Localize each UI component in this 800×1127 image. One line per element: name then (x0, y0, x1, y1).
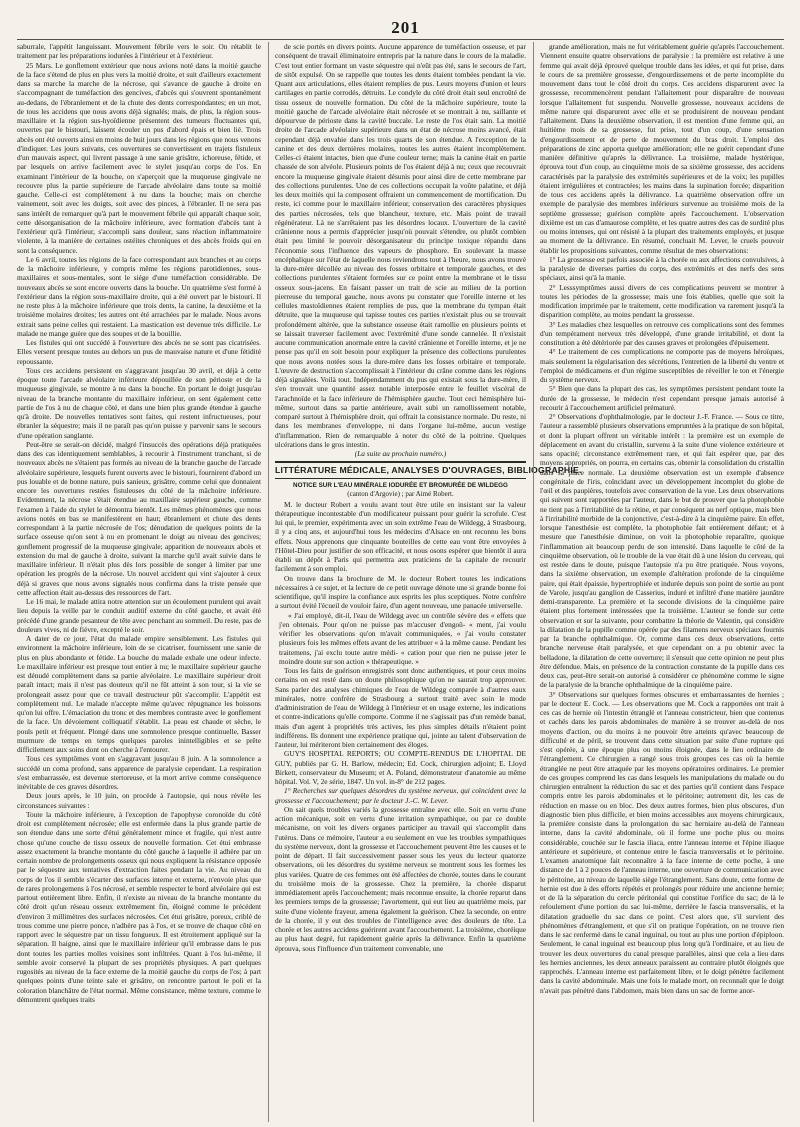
paragraph: GUY'S HOSPITAL REPORTS; OU COMPTE-RENDUS DE L'HOPITAL DE GUY, publiés par G. H. Barlow, médecin; Ed. Cock, chirurgien adjoint; E. Lloyd Birkett, conservateur du Museum; et A. Poland, démonstrateur d'anatomie au même hôpital. Vol. V, 2e série, 1847. Un vol. in-8° de 212 pages. (275, 749, 526, 786)
paragraph: de scie portés en divers points. Aucune apparence de tuméfaction osseuse, et par conséquent de travail éliminatoire entrepris par la nature dans le cours de la maladie. C'est tout entier formant un vaste séquestre qui n'eût pas été, sans le secours de l'art, de sitôt expulsé. On se rappelle que toutes les dents étaient tombées pendant la vie. Quant aux articulations, elles étaient remplies de pus. Leurs moyens d'union et leurs cartilages en partie corrodés, détruits. Le condyle du côté droit était seul encroûté de tissu osseux de nouvelle formation. Du côté de la mâchoire supérieure, toute la moitié gauche de l'arcade alvéolaire était nécrosée et se montrait à nu, saillante et dépourvue de périoste dans la cavité buccale. Le reste de l'os était sain. La moitié droite de l'arcade alvéolaire supérieure dans un état de nécrose moins avancé, était cependant déjà envahie dans les trois quarts de son étendue. A l'exception de la canine et des deux dernières molaires, toutes les autres étaient incomplètement. Celles-ci étaient intactes, bien que d'une couleur terne; mais la canine était en partie chassée de son alvéole. Plusieurs points de l'os étaient déjà à nu; ceux que recouvrait encore la muqueuse gingivale étaient désunis pour ainsi dire de cette membrane par des collections purulentes. Une de ces collections occupait la voûte palatine, et déjà les deux moitiés qui la composent offraient un commencement de mortification. Du reste, ici comme pour le maxillaire inférieur, conservation des caractères physiques des parties nécrosées, tels que blancheur, texture, etc. Mais point de travail régénérateur. Là ne s'arrêtaient pas les désordres locaux. L'ouverture de la cavité crânienne nous a permis d'apprécier jusqu'où pouvait s'étendre, ou plutôt combien était peu limité le pouvoir désorganisateur du principe toxique répandu dans l'économie sous l'influence des vapeurs de phosphore. En soulevant la masse encéphalique sur l'état de laquelle nous reviendrons tout à l'heure, nous avons trouvé la dure-mère décollée au niveau des fosses orbitaire et temporale gauches, et des collections purulentes s'étaient formées sur ce point entre la membrane et le tissu osseux sous-jacens. En faisant passer un trait de scie au milieu de la portion pierreuse du temporal gauche, nous avons pu constater que l'oreille interne et les cellules mastoïdiennes étaient remplies de pus, que la membrane du tympan était détruite, que la muqueuse qui tapisse toutes ces parties n'existait plus ou se trouvait profondément altérée, que la substance osseuse était ramollie en plusieurs points et se laissait traverser facilement avec l'extrémité d'une sonde cannelée. Il n'existait aucune communication anormale entre la cavité crânienne et l'oreille interne, et je ne pense pas qu'il en soit besoin pour expliquer la présence des collections purulentes que nous avons notées sous la dure-mère dans les fosses orbitaire et temporale. L'œuvre de destruction s'accomplissait à l'intérieur du crâne comme dans les régions déjà signalées. Voilà tout. Indépendamment du pus qui existait sous la dure-mère, il s'en trouvait une quantité assez notable interposée entre le feuillet viscéral de l'arachnoïde et la face inférieure de l'hémisphère gauche. Tout ceci hémisphère lui-même, surtout dans sa partie antérieure, avait subi un ramollissement notable, comparé surtout à l'hémisphère droit, qui offrait la consistance normale. Du reste, ni dans les membranes d'enveloppe, ni dans l'organe lui-même, aucun vestige d'inflammation. Rien de remarquable à noter du côté de la poitrine. Quelques ulcérations dans le gros intestin. (275, 42, 526, 449)
paragraph: saburrale, l'appétit languissant. Mouvement fébrile vers le soir. On rétablit le traitement par les préparations iodurées à l'intérieur et à l'extérieur. (17, 42, 261, 61)
continued-note: (La suite au prochain numéro.) (354, 449, 447, 458)
paragraph: 25 Mars. Le gonflement extérieur que nous avions noté dans la moitié gauche de la face s'étend de plus en plus vers la moitié droite, et suit d'ailleurs exactement dans sa marche la marche de la nécrose, qui s'avance de gauche à droite en s'accompagnant de tuméfaction des gencives, d'abcès qui s'ouvrent spontanément au-dedans, de l'ébranlement et de la chute des dents correspondantes; en un mot, de tous les accidens que nous avons déjà signalés; mais, de plus, la région sous-maxillaire et la région sus-hyoïdienne présentent des tumeurs fluctuantes qui, ouvertes par le bistouri, laissent écouler un pus d'abord épais et bien lié. Trois abcès ont été ouverts ainsi en moins de huit jours dans les régions que nous venons d'indiquer. Les jours suivans, ces ouvertures se convertissent en trajets fistuleux d'un mauvais aspect, qui livrent passage à une sanie grisâtre, ichoreuse, fétide, et par lesquels on arrive facilement avec le stylet jusqu'au corps de l'os. En examinant l'intérieur de la bouche, on s'aperçoit que la muqueuse gingivale ne recouvre plus la partie supérieure de l'arcade alvéolaire dans toute sa moitié gauche. Celle-ci est complètement à nu dans la bouche; mais on cherche vainement, soit avec les doigts, soit avec des pinces, à l'ébranler. Il ne sera pas sans intérêt de remarquer qu'à part le mouvement fébrile qui apparaît chaque soir, cette désorganisation de la mâchoire inférieure, avec formation d'abcès tant à l'extérieur qu'à l'intérieur, s'accompli sans douleur, sans réaction inflammatoire violente, à la manière de certaines ostéites chroniques et des abcès froids qui en sont la conséquence. (17, 60, 261, 255)
paragraph: « J'ai employé, dit-il, l'eau de Wildegg avec un contrôle sévère des « effets que j'en obtenais. Pour qu'on ne puisse pas m'accuser d'engoû- « ment, j'ai voulu vérifier les observations qu'on m'avait communiquées, « j'ai voulu constater plusieurs fois les mêmes effets avant de les attribuer « à la même cause. Pendant les traitemens, j'ai exclu toute autre médi- « cation pour que rien ne puisse jeter le moindre doute sur son action « thérapeutique. » (279, 610, 526, 666)
paragraph: M. le docteur Robert a voulu avant tout être utile en insistant sur la valeur thérapeutique incontestable d'un modificateur puissant pour guérir la scrofule. C'est lui qui, le premier, expérimenta avec un soin extrême l'eau de Wildegg, à Strasbourg, il y a cinq ans, et aujourd'hui tous les médecins d'Alsace en ont reconnu les bons effets. Nous apprenons que cinquante bouteilles de cette eau vont être envoyées à l'Hôtel-Dieu pour justifier de son efficacité, et nous osons espérer que bientôt il aura établi un dépôt à Paris qui permettra aux praticiens de la capitale de recourir facilement à son emploi. (275, 499, 526, 574)
section-rule-bottom (275, 478, 526, 479)
paragraph: 3° Les maladies chez lesquelles on retrouve ces complications sont des femmes d'un tempérament nerveux très développé, d'une grande irritabilité, et dont la constitution a été détériorée par des causes graves et prolongées d'épuisement. (540, 319, 784, 347)
section-title: LITTÉRATURE MÉDICALE, ANALYSES D'OUVRAGES, BIBLIOGRAPHIE. (275, 465, 582, 476)
paragraph: Tous les faits de guérison enregistrés sont donc authentiques, et pour ceux moins certains on est resté dans un doute philosophique qu'on ne saurait trop approuver. Sans parler des analyses chimiques de l'eau de Wildegg comparée à d'autres eaux minérales, notre confrère de Strasbourg a surtout traité avec soin le mode d'administration de l'eau de Wildegg à l'intérieur et en usage externe, les indications et contre-indications qu'elle comporte. Comme il ne s'agissait pas d'un remède banal, mais d'un agent à propriétés très actives, les plus simples détails n'étaient point indifférens. Ils donnent une expérience pratique qui, jointe au talent d'observation de l'auteur, lui mériteront bien certainement des éloges. (275, 666, 526, 749)
paragraph: 5° Bien que dans la plupart des cas, les symptômes persistent pendant toute la durée de la grossesse, le médecin n'est cependant presque jamais autorisé à recourir à l'accouchement artificiel prématuré. (540, 384, 784, 412)
page-number: 201 (391, 18, 420, 37)
paragraph: grande amélioration, mais ne fut véritablement guérie qu'après l'accouchement. Viennent ensuite quatre observations de paralysie : la première est relative à une femme qui avait déjà éprouvé quelque trouble dans les idées, et qui fut prise, dans le cours de sa première grossesse, d'engourdissemens et de perte incomplète du mouvement dans tout le côté droit du corps. Ces accidens disparurent avec la grossesse, recommencèrent pendant l'allaitement pour disparaître de nouveau lorsque l'allaitement fut suspendu. Nouvelle grossesse, nouveaux accidens de même nature qui disparurent avec elle et se produisirent de nouveau pendant l'allaitement. Dans la deuxième observation, il est mention d'une femme qui, au huitième mois de sa grossesse, fut prise, tout d'un coup, d'une sensation d'engourdissement et de perte de mouvement du bras droit. L'emploi des préparations de zinc apporta quelque amélioration; elle ne guérit cependant d'une manière définitive qu'après la délivrance. La troisième, malade hystérique, éprouva tout d'un coup, au cinquième mois de sa sixième grossesse, des accidens caractérisés par la paralysie des extrémités supérieures et de la voix; les pupilles étaient irrégulières et contractées; les mains dans la supination forcée; disparition de tous ces accidens après la délivrance. La quatrième observation offre un exemple de paralysie des membres inférieurs survenue au troisième mois de la septième grossesse; guérison complète après l'accouchement. L'observation dixième est un cas d'amaurose complète, et les quatre autres des cas de surdité plus ou moins intenses, qui ont résisté à la plupart des traitements employés, et jusque au moment de la délivrance. En résumé, concluait M. Lever, le cruels pouvoir établir les propositions suivantes, comme résultat de mes observations: (540, 42, 784, 255)
column-3 (533, 42, 784, 1122)
column-2-reviews (275, 500, 526, 953)
section-rule-top (275, 461, 526, 463)
notice-title: NOTICE SUR L'EAU MINÉRALE IODURÉE ET BROMURÉE DE WILDEGG (293, 482, 508, 490)
paragraph: 2° Observations d'ophthalmologie, par le docteur J.-F. France. — Sous ce titre, l'auteur a rassemblé plusieurs observations empruntées à la pratique de son hôpital, et dont la plupart offrent un véritable intérêt : la première est un exemple de déplacement en avant du cristallin, survenu à la suite d'une violence extérieure et sans opacité; circonstance extrêmement rare, et qui fait espérer que, par des moyens appropriés, on pourra, en certains cas, obtenir la consolidation du cristallin dans sa place normale. La deuxième observation est un exemple d'absence congénitale de l'iris, coïncidant avec un développement incomplet du globe de l'œil et des paupières, toutefois avec conservation de la vue. Les deux observations qui suivent sont rapportées par l'auteur, dans le but de prouver que la photophobie ne tient pas à l'irritabilité de la rétine, et par conséquent au nerf optique, mais bien à l'irritabilité morbide de la conjonctive, c'est-à-dire à la cinquième paire. En effet, lorsque l'anesthésie est complète, la photophobie fait entièrement défaut; et à mesure que l'anesthésie diminue, on voit la photophobie reparaître, quoique l'inflammation ait beaucoup perdu de son intensité. Dans laquelle le côté de la cinquième observation, où le trouble de la vue était dû à une lésion du cerveau, qui est restée dans le doute, puisque l'autopsie n'a pu être pratiquée. Nous voyons, dans la sixième observation, un exemple d'altération profonde de la cinquième paire, qui était épaissie, hypertrophiée et indurée depuis son point de sortie au pont de Varole, jusqu'au ganglion de Casserius, induré et infiltré d'une matière jaunâtre demi-transparente. La première et la seconde divisions de la cinquième paire étaient plus fortement intéressées que la troisième. L'auteur se fonde sur cette observation et sur la suivante, pour combattre la théorie de Valentin, qui considère la dilatation de la pupille comme opérée par des filamens nerveux spéciaux fournis par la branche ophthalmique. Or, comme dans ces deux observations, cette branche nerveuse était paralysée, et que cependant on a pu obtenir avec la belladone, la dilatation de cette ouverture; il s'ensuit que cette opinion ne peut plus être défendue. Mais, en présence de la contraction constante de la pupille dans ces deux cas, peut-être serait-on autorisé à considérer ce phénomène comme le signe de la paralysie de la branche ophthalmique de la cinquième paire. (540, 412, 785, 690)
notice-subtitle: (canton d'Argovie) ; par Aimé Robert. (347, 490, 454, 499)
paragraph: A dater de ce jour, l'état du malade empire sensiblement. Les fistules qui environnent la mâchoire inférieure, loin de se cicatriser, fournissent une sanie de plus en plus abondante et fétide. La bouche du malade exhale une odeur infecte. Le maxillaire inférieur est presque tout entier à nu; le maxillaire supérieur gauche est dénudé complètement dans sa partie alvéolaire. Le maxillaire supérieur droit paraît intact; mais il n'est pas douteux qu'il ne fût atteint à son tour, si la vie se prolongeait assez pour que ce travail destructeur pût s'accomplir. L'appétit est complètement nul. Le malade n'accepte même qu'avec répugnance les boissons qu'on lui offre. L'émaciation du tronc et des membres contraste avec le gonflement de la face. Un dévoiement colliquatif s'établit. La peau est chaude et sèche, le pouls petit et fréquent. Plongé dans une somnolence presque continuelle, Basser murmure de temps en temps quelques paroles inintelligibles et se prête difficilement aux soins dont on cherche à l'entourer. (17, 634, 261, 754)
paragraph: Deux jours après, le 10 juin, on procède à l'autopsie, qui nous révèle les circonstances suivantes : (17, 791, 261, 810)
paragraph: 3° Observations sur quelques formes obscures et embarrassantes de hernies ; par le docteur E. Cock. — Les observations que M. Cock a rapportées ont trait à ces cas de hernie où l'intestin étranglé et l'anneau constricteur, bien que contenus et cachés dans les parois abdominales de manière à se trouver au-delà de nos moyens d'action, ou du moins à ne pouvoir être atteints qu'avec beaucoup de difficulté et de péril, se trouvent dans cette situation par suite d'une rupture qui s'est opérée, à une époque plus ou moins éloignée, dans le lieu ordinaire de l'étranglement. Ce chirurgien a rangé sous trois groupes ces cas où la hernie étranglée ne peut être attaquée par les moyens opératoires ordinaires. Le premier de ces groupes comprend les cas dans lesquels les manipulations du malade ou du chirurgien entraînent la réduction du sac et des parties qu'il contient dans l'espace compris entre les parois abdominales et le péritoine; autrement dit, les cas de réduction en masse ou en bloc. Des deux autres formes, bien plus obscures, d'un diagnostic bien plus difficile, et bien moins accessibles aux moyens chirurgicaux, la première consiste dans la prolongation du sac herniaire au-delà de l'anneau interne, dans la cavité abdominale, où il forme une poche plus ou moins considérable, couchée sur le fascia iliaca, entre l'anneau interne et l'épine iliaque antérieure et supérieure, et contenue entre le fascia transversalis et le péritoine. L'examen anatomique fait reconnaître à la face interne de cette poche, à une distance de 1 à 2 pouces de l'anneau interne, une ouverture de communication avec le péritoine, au niveau de laquelle siège l'étranglement. Sans doute, cette forme de hernie est due à des efforts répétés et prolongés pour réduire une ancienne hernie; et de là la séparation du cercle péritonéal qui constitue l'orifice du sac; de là le refoulement d'une portion du sac lui-même, derrière le fascia transversalis, et la dilatation graduelle du sac dans ce point. C'est alors que, s'il survient des phénomènes d'étranglement, et que s'il on pratique l'opération, on ne trouve rien dans le sac renfermé dans le canal inguinal, ou tout au plus une portion d'épiploon. Seulement, le canal inguinal est beaucoup plus long qu'à l'ordinaire, et au lieu de trouver les deux ouvertures du canal presque parallèles, ainsi que cela a lieu dans les hernies anciennes, les deux anneaux paraissent au contraire plutôt éloignés que rapprochés. L'anneau interne est parfaitement libre, et le doigt pénètre facilement dans la cavité abdominale. Mais une fois le malade mort, on reconnaît que le doigt n'avait pas pénétré dans l'abdomen, mais bien dans un sac de forme anor- (540, 689, 784, 995)
paragraph: On sait quels troubles variés la grossesse entraîne avec elle. Soit en vertu d'une action mécanique, soit en vertu d'une irritation sympathique, ou par ce double mécanisme, on voit les divers organes participer au travail qui s'accomplit dans l'utérus. Dans ce mémoire, l'auteur a eu seulement en vue les troubles sympathiques du système nerveux, dont la grossesse et l'accouchement peuvent être les causes et le point de départ. Il fait successivement passer sous les yeux du lecteur quatorze observations, où les désordres du système nerveux se montrent sous les formes les plus variées. Quatre de ces femmes ont été affectées de chorée, toutes dans le courant du troisième mois de la grossesse. Chez la première, la chorée disparut immédiatement après l'accouchement; mais reconnue ensuite, la chorée reparut dans les premiers temps de la grossesse; l'avortement, qui eut lieu au quatrième mois, par suite d'une violente frayeur, amena également la guérison. Chez la seconde, on entre de la chorée, il y eut des troubles de l'intelligence avec des douleurs de tête. La chorée et les autres accidens guérirent avant l'accouchement. La troisième, choréique au plus haut degré, fut rapidement guérie après la délivrance. Enfin la quatrième éprouva, sous l'influence d'un traitement convenable, une (275, 804, 526, 953)
paragraph: Le 16 mai, le malade attira notre attention sur un écoulement purulent qui avait lieu depuis la veille par le conduit auditif externe du côté gauche, et avait été précédé d'une grande pesanteur de tête avec penchant au sommeil. Du reste, pas de douleurs vives, ni de fièvre, excepté le soir. (17, 597, 261, 634)
paragraph: Les fistules qui ont succédé à l'ouverture des abcès ne se sont pas cicatrisées. Elles versent presque toutes au dehors un pus de mauvaise nature et d'une fétidité repoussante. (17, 338, 261, 366)
paragraph: On trouve dans la brochure de M. le docteur Robert toutes les indications nécessaires à ce sujet, et la lecture de ce petit ouvrage dénote une si grande bonne foi scientifique, qu'il inspire la confiance aux esprits les plus sceptiques. Notre confrère a surtout évité l'écueil de vouloir faire, d'un agent nouveau, une panacée universelle. (275, 573, 526, 611)
paragraph: 4° Le traitement de ces complications ne comporte pas de moyens héroïques, mais seulement la régularisation des sécrétions, l'entretien de la liberté du ventre et l'emploi de médicamens et d'un régime susceptibles de réveiller le ton et l'énergie du système nerveux. (540, 347, 784, 384)
header-rule (17, 39, 784, 40)
paragraph: Tous ces accidens persistent en s'aggravant jusqu'au 30 avril, et déjà à cette époque toute l'arcade alvéolaire inférieure dépouillée de son périoste et de la muqueuse gingivale, se montre à nu dans la bouche. En portant le doigt jusqu'au niveau de la branche montante du maxillaire inférieur, on sent également cette partie de l'os à nu de chaque côté, et dans une bien plus grande étendue à gauche qu'à droite. De nouvelles tentatives sont faites, qui restent infructueuses, pour ébranler la séquestre; mais il ne paraît pas qu'on puisse y parvenir sans le secours d'une opération sanglante. (17, 365, 261, 440)
paragraph: Toute la mâchoire inférieure, à l'exception de l'apophyse coronoïde du côté droit est complètement nécrosée; elle est enfermée dans la plus grande partie de son étendue dans une sorte d'étui généralement mince et fragile, qui n'est autre chose qu'une couche de tissu osseux de nouvelle formation. Cet étui embrasse assez exactement la branche montante du côté gauche à laquelle il adhère par un certain nombre de prolongements osseux qui nous expliquent la résistance opposée par le séquestre aux tentatives d'extraction faites pendant la vie. Au niveau du corps de l'os il semble s'écarter des surfaces interne et externe, n'envoie plus que de rares prolongemens à l'os nécrosé, et semble respecter le bord alvéolaire qui est partout entièrement libre. Enfin, il n'existe au niveau de la branche montante du côté droit qu'un réseau osseux extrêmement fin, éloigné comme le précédent d'environ 3 millimètres des surfaces nécrosées. Cet étui grisâtre, poreux, criblé de trous comme une pierre ponce, n'adhère pas à l'os, et se trouve de chaque côté en rapport avec le séquestre par un tissu fongueux. Il est étroitement appliqué sur la séparation. Il baigne, ainsi que le maxillaire inférieur qu'il embrasse dans le pus dont toutes les parties molles voisines sont infiltrées. Quant à l'os lui-même, il semble avoir conservé la plupart de ses propriétés physiques. A part quelques rugosités au niveau de la face externe de la moitié gauche du corps de l'os; à part quelques points d'une teinte sale et grisâtre, on rencontre partout le poli et la coloration blanchâtre de l'état normal. Même consistance, même texture, comme le démontrent quelques traits (17, 809, 261, 1004)
paragraph: Peut-être se serait-on décidé, malgré l'insuccès des opérations déjà pratiquées dans des cas identiquement semblables, à recourir à l'instrument tranchant, si de nouveaux abcès ne s'étaient pas formés au niveau de la branche gauche de l'arcade alvéolaire supérieure, lesquels furent ouverts avec le bistouri, fournirent d'abord un pus louable et de bonne nature, puis sanieux, grisâtre, comme celui que donnaient encore les ouvertures restées fistuleuses du côté de la mâchoire inférieure. Evidemment, la nécrose s'était étendue au maxillaire supérieur gauche, comme l'examen à l'aide du stylet le démontra bientôt. Les mêmes phénomènes que nous avions notés en bas se manifestèrent en haut; ébranlement et chute des dents correspondant à la partie nécrosée de l'os; dénudation de quelques points de la surface osseuse qu'on sent à nu en promenant le doigt au niveau des gencives; gonflement progressif de la muqueuse gingivale; apparition de nouveaux abcès et extension du mal de gauche à droite, suivant la marche qu'il avait suivie dans le maxillaire inférieur. Il n'était plus dès lors possible de songer à limiter par une opération les progrès de la nécrose. Un nouvel accident qui vint s'ajouter à ceux déjà si graves que nous avons signalés nous confirma dans la triste pensée que cette affection était au-dessus des ressources de l'art. (17, 439, 261, 597)
paragraph: 1° Recherches sur quelques désordres du système nerveux, qui coïncident avec la grossesse et l'accouchement; par le docteur J.-C. W. Lever. (275, 786, 526, 805)
paragraph: 2° Lesssymptômes aussi divers de ces complications peuvent se montrer à toutes les périodes de la grossesse; mais une fois établies, quelle que soit la modification imprimée par le traitement, cette modification va rarement jusqu'à la disparition complète, au moins pendant la grossesse. (540, 282, 784, 320)
paragraph: 1° La grossesse est parfois associée à la chorée ou aux affections convulsives, à la paralysie de diverses parties du corps, des extrémités et des nerfs des sens spéciaux, ainsi qu'à la manie. (540, 254, 784, 283)
column-2 (268, 42, 582, 1122)
column-2-article-continued (275, 42, 526, 449)
column-1 (17, 42, 261, 1122)
columns (17, 42, 784, 1122)
paragraph: Tous ces symptômes vont en s'aggravant jusqu'au 8 juin. A la somnolence a succédé un coma profond, sans apparence de paralysie cependant. La respiration s'est embarrassée, est devenue stertoreuse, et la mort arrive comme conséquence inévitable de ces graves désordres. (17, 754, 261, 791)
paragraph: Le 6 avril, toutes les régions de la face correspondant aux branches et au corps de la mâchoire inférieure, y compris même les régions parotidiennes, sous-maxillaires et sous-mentales, sont le siége d'une tuméfaction considérable. De nouveaux abcès se sont encore ouverts dans la bouche. Un quatrième s'est formé à l'extérieur dans la région sous-maxillaire droite, qui a été ouvert par le bistouri. Il ne reste plus à la mâchoire inférieure que trois dents, la canine, la deuxième et la troisième molaires droites; les autres ont été arrachées par le malade. Nous avons extrait sans peine celles qui restaient. La mastication est devenue très difficile. Le malade ne mange guère que des soupes et de la bouillie. (17, 254, 261, 338)
